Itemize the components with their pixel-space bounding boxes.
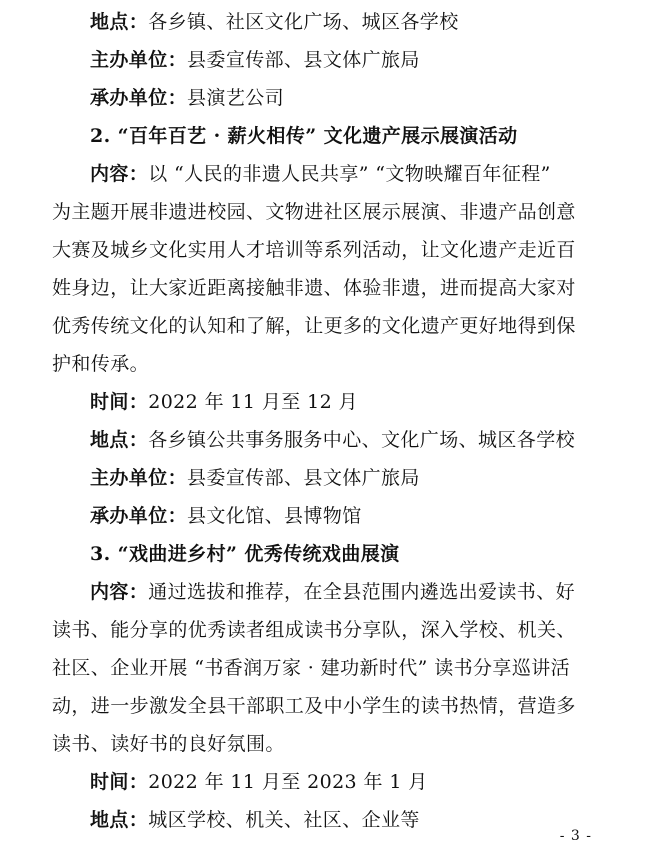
- place-line: [90, 800, 612, 841]
- section-heading: 2. “百年百艺 · 薪火相传” 文化遗产展示展演活动: [90, 125, 518, 147]
- host-value: 县委宣传部、县文体广旅局: [187, 467, 420, 489]
- place-label: 地点：: [90, 809, 149, 831]
- host-value: 县委宣传部、县文体广旅局: [187, 49, 420, 71]
- place-value: 城区学校、机关、社区、企业等: [148, 809, 420, 831]
- time-value: 2022 年 11 月至 12 月: [148, 391, 358, 413]
- host-line: [90, 40, 612, 81]
- organizer-line: [90, 78, 612, 119]
- content-label: 内容：: [90, 581, 149, 603]
- time-line: [90, 762, 612, 803]
- paragraph-line: 护和传承。: [52, 353, 150, 375]
- paragraph-line: 读书、读好书的良好氛围。: [52, 733, 285, 755]
- content-line: [90, 154, 612, 195]
- place-label: 地点：: [90, 429, 149, 451]
- time-value: 2022 年 11 月至 2023 年 1 月: [148, 771, 428, 793]
- organizer-label: 承办单位：: [90, 505, 188, 527]
- content-text: 以 “人民的非遗人民共享” “文物映耀百年征程”: [148, 163, 551, 185]
- content-text: 通过选拔和推荐，在全县范围内遴选出爱读书、好: [148, 581, 576, 603]
- paragraph-line: 读书、能分享的优秀读者组成读书分享队，深入学校、机关、: [52, 619, 576, 641]
- organizer-value: 县演艺公司: [187, 87, 285, 109]
- time-label: 时间：: [90, 771, 149, 793]
- content-line: [90, 572, 612, 613]
- organizer-line: [90, 496, 612, 537]
- host-label: 主办单位：: [90, 467, 188, 489]
- paragraph-line: 动，进一步激发全县干部职工及中小学生的读书热情，营造多: [52, 695, 576, 717]
- organizer-label: 承办单位：: [90, 87, 188, 109]
- place-line: [90, 420, 612, 461]
- paragraph-line: 优秀传统文化的认知和了解，让更多的文化遗产更好地得到保: [52, 315, 576, 337]
- place-value: 各乡镇公共事务服务中心、文化广场、城区各学校: [148, 429, 576, 451]
- paragraph-line: 大赛及城乡文化实用人才培训等系列活动，让文化遗产走近百: [52, 239, 576, 261]
- paragraph-line: 社区、企业开展 “书香润万家 · 建功新时代” 读书分享巡讲活: [52, 657, 571, 679]
- place-label: 地点：: [90, 11, 149, 33]
- time-label: 时间：: [90, 391, 149, 413]
- time-line: [90, 382, 612, 423]
- content-label: 内容：: [90, 163, 149, 185]
- section-heading: 3. “戏曲进乡村” 优秀传统戏曲展演: [90, 543, 400, 565]
- place-line: [90, 2, 612, 43]
- host-label: 主办单位：: [90, 49, 188, 71]
- organizer-value: 县文化馆、县博物馆: [187, 505, 362, 527]
- host-line: [90, 458, 612, 499]
- paragraph-line: 为主题开展非遗进校园、文物进社区展示展演、非遗产品创意: [52, 201, 576, 223]
- page-number: - 3 -: [559, 828, 592, 844]
- paragraph-line: 姓身边，让大家近距离接触非遗、体验非遗，进而提高大家对: [52, 277, 576, 299]
- place-value: 各乡镇、社区文化广场、城区各学校: [148, 11, 459, 33]
